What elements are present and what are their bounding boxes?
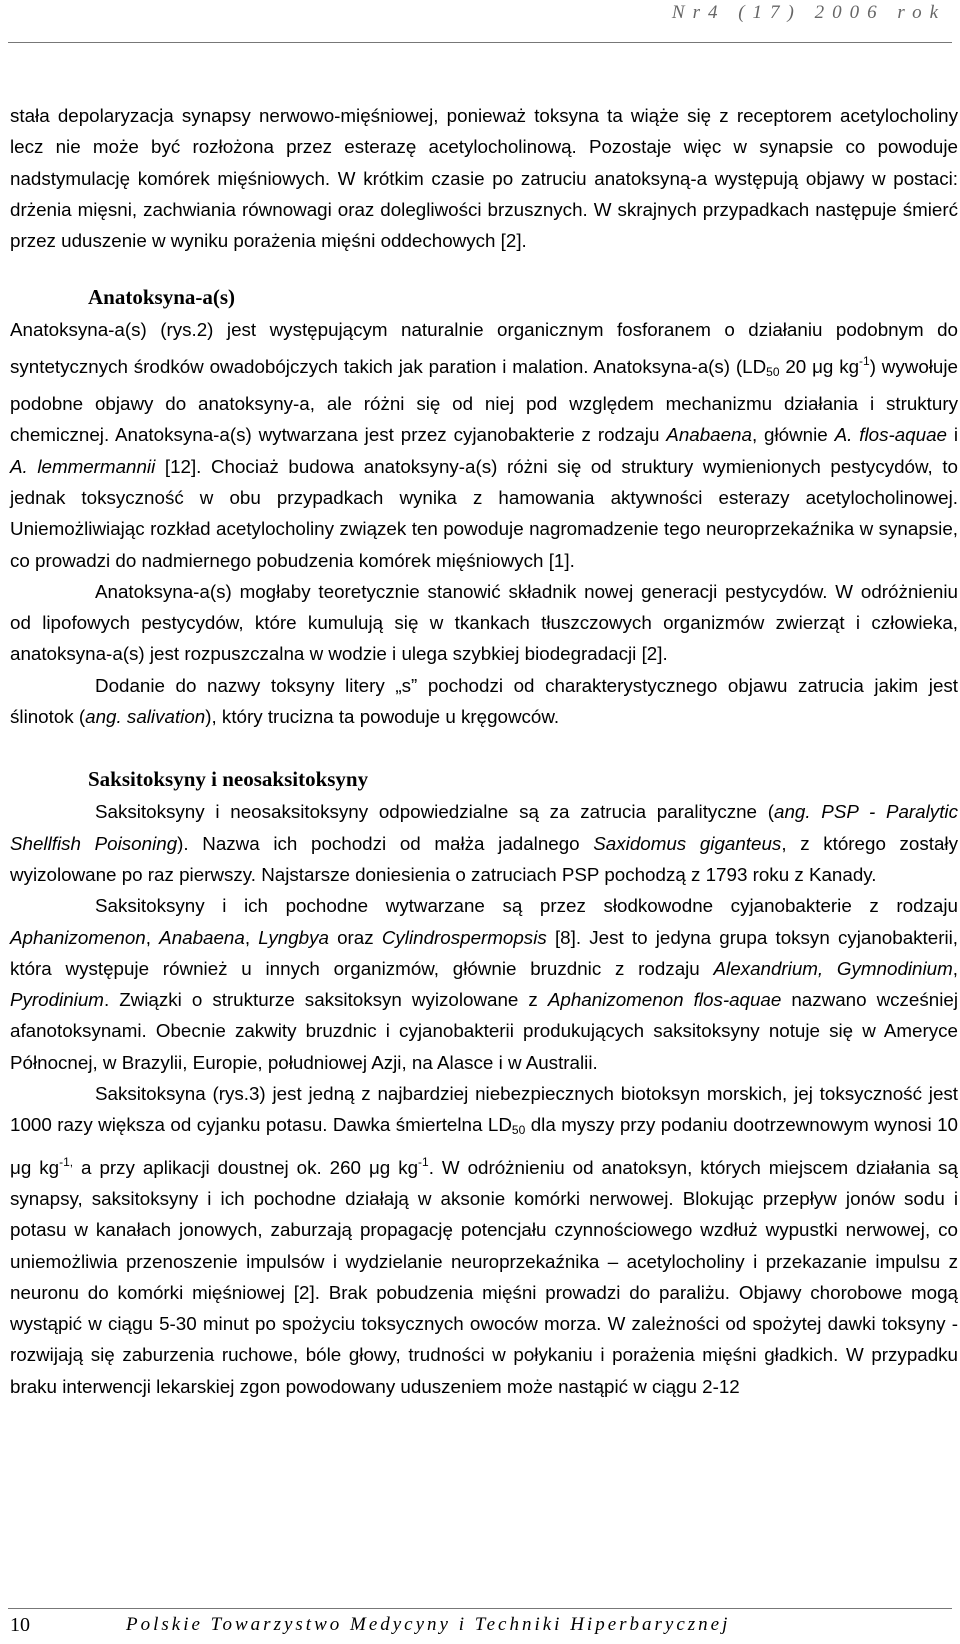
running-header: Nr4 (17) 2006 rok [671, 2, 946, 23]
species-name: Aphanizomenon flos-aquae [547, 989, 782, 1011]
footer-society-name: Polskie Towarzystwo Medycyny i Techniki Hiperbarycznej [126, 1614, 731, 1635]
text-run: dla myszy przy podaniu dootrzewnowym wynosi 10 μg kg [10, 1114, 958, 1178]
genus-name: Cylindrospermopsis [381, 926, 547, 948]
saksitoksyny-paragraph-1 [10, 796, 958, 890]
text-run: Dodanie do nazwy toksyny litery „s” pochodzi od charakterystycznego objawu zatrucia jakim jest ślinotok ( [10, 674, 958, 728]
text-run: nazwano wcześniej afanotoksynami. Obecnie zakwity bruzdnic i cyjanobakterii produkujących saksitoksyny notuje się w Ameryce Północnej, w Brazylii, Europie, południowej Azji, na Alasce i w Australii. [10, 989, 958, 1073]
text-run: ), który trucizna ta powoduje u kręgowców. [205, 706, 560, 728]
text-run: 20 μg kg [779, 355, 860, 377]
genus-name: Lyngbya [258, 926, 329, 948]
subscript: 50 [511, 1123, 526, 1138]
footer-divider [8, 1608, 952, 1609]
genus-name: Pyrodinium [10, 989, 104, 1011]
text-run: Anatoksyna-a(s) (rys.2) jest występującym naturalnie organicznym fosforanem o działaniu podobnym do syntetycznych środków owadobójczych takich jak paration i malation. Anatoksyna-a(s) (LD [10, 319, 958, 377]
genus-name: Anabaena [159, 926, 245, 948]
article-body [10, 100, 958, 1402]
text-run: ). Nazwa ich pochodzi od małża jadalnego [177, 832, 594, 854]
genus-name: Anabaena [666, 424, 752, 446]
text-run: , [244, 926, 259, 948]
subscript: 50 [766, 364, 780, 379]
species-name: A. lemmermannii [10, 455, 156, 477]
text-run: [12]. Chociaż budowa anatoksyny-a(s) różni się od struktury wymienionych pestycydów, to jednak toksyczność w obu przypadkach wynika z hamowania aktywności esterazy acetylocholinowej. Uniemożliwiając rozkład acetylocholiny związek ten powoduje nagromadzenie tego neuroprzekaźnika w synapsie, co prowadzi do nadmiernego pobudzenia komórek mięśniowych [1]. [10, 455, 958, 571]
text-run: . Związki o strukturze saksitoksyn wyizolowane z [103, 989, 548, 1011]
text-run: Saksitoksyny i ich pochodne wytwarzane są przez słodkowodne cyjanobakterie z rodzaju [95, 895, 958, 917]
section-heading-anatoksyna-as: Anatoksyna-a(s) [88, 285, 236, 310]
anatoksyna-paragraph-3 [10, 670, 958, 733]
page-number: 10 [10, 1614, 30, 1636]
genus-name: Alexandrium, Gymnodinium [713, 957, 953, 979]
text-run: . W odróżnieniu od anatoksyn, których miejscem działania są synapsy, saksitoksyny i ich pochodne działają w aksonie komórki nerwowej. Blokując przepływ jonów sodu i potasu w kanałach jonowych, zaburzają propagację potencjału czynnościowego wzdłuż wypustki nerwowej, co uniemożliwia przenoszenie impulsów i wydzielanie neuroprzekaźnika – acetylocholiny i przekazanie impulsu z neuronu do komórki mięśniowej [2]. Brak pobudzenia mięśni prowadzi do paraliżu. Objawy chorobowe mogą wystąpić w ciągu 5-30 minut po spożyciu toksycznych owoców morza. W zależności od spożytej dawki toksyny - rozwijają się zaburzenia ruchowe, bóle głowy, trudności w połykaniu i porażenia mięśni gładkich. W przypadku braku interwencji lekarskiej zgon powodowany uduszeniem może nastąpić w ciągu 2-12 [10, 1156, 958, 1397]
english-term: ang. salivation [85, 706, 206, 728]
text-run: , głównie [751, 424, 835, 446]
anatoksyna-paragraph-2: Anatoksyna-a(s) mogłaby teoretycznie stanowić składnik nowej generacji pestycydów. W odróżnieniu od lipofowych pestycydów, które kumulują się w tkankach tłuszczowych organizmów zwierząt i człowieka, anatoksyna-a(s) jest rozpuszczalna w wodzie i ulega szybkiej biodegradacji [2]. [10, 580, 958, 665]
species-name: Saxidomus giganteus [593, 832, 782, 854]
superscript: -1 [859, 353, 870, 368]
english-term: ang. PSP - Paralytic Shellfish Poisoning [10, 801, 958, 854]
anatoksyna-paragraph-1 [10, 314, 958, 575]
text-run: , z którego zostały wyizolowane po raz pierwszy. Najstarsze doniesienia o zatruciach PSP pochodzą z 1793 roku z Kanady. [10, 832, 958, 885]
superscript: -1 [418, 1154, 429, 1169]
text-run: Saksitoksyny i neosaksitoksyny odpowiedzialne są za zatrucia paralityczne ( [95, 801, 774, 823]
text-run: Saksitoksyna (rys.3) jest jedną z najbardziej niebezpiecznych biotoksyn morskich, jej toksyczność jest 1000 razy większa od cyjanku potasu. Dawka śmiertelna LD [10, 1083, 958, 1136]
text-run: i [946, 424, 959, 446]
superscript: -1, [59, 1154, 74, 1169]
section-heading-saksitoksyny: Saksitoksyny i neosaksitoksyny [88, 767, 369, 792]
text-run: [8]. Jest to jedyna grupa toksyn cyjanobakterii, która występuje również u innych organizmów, głównie bruzdnic z rodzaju [10, 926, 959, 979]
intro-paragraph: stała depolaryzacja synapsy nerwowo-mięśniowej, ponieważ toksyna ta wiąże się z receptorem acetylocholiny lecz nie może być rozłożona przez esterazę acetylocholinową. Pozostaje więc w synapsie co powoduje nadstymulację komórek mięśniowych. W krótkim czasie po zatruciu anatoksyną-a występują objawy w postaci: drżenia mięsni, zachwiania równowagi oraz dolegliwości brzusznych. W skrajnych przypadkach następuje śmierć przez uduszenie w wyniku porażenia mięśni oddechowych [2]. [10, 105, 958, 252]
text-run: , [952, 957, 958, 979]
saksitoksyny-paragraph-3 [10, 1078, 958, 1402]
text-run: ) wywołuje podobne objawy do anatoksyny-a, ale różni się od niej pod względem mechanizmu działania i struktury chemicznej. Anatoksyna-a(s) wytwarzana jest przez cyjanobakterie z rodzaju [10, 355, 958, 446]
header-divider [8, 42, 952, 43]
text-run: a przy aplikacji doustnej ok. 260 μg kg [73, 1156, 419, 1178]
species-name: A. flos-aquae [834, 424, 947, 446]
genus-name: Aphanizomenon [10, 926, 146, 948]
text-run: oraz [328, 926, 382, 948]
text-run: , [145, 926, 160, 948]
saksitoksyny-paragraph-2 [10, 890, 958, 1078]
